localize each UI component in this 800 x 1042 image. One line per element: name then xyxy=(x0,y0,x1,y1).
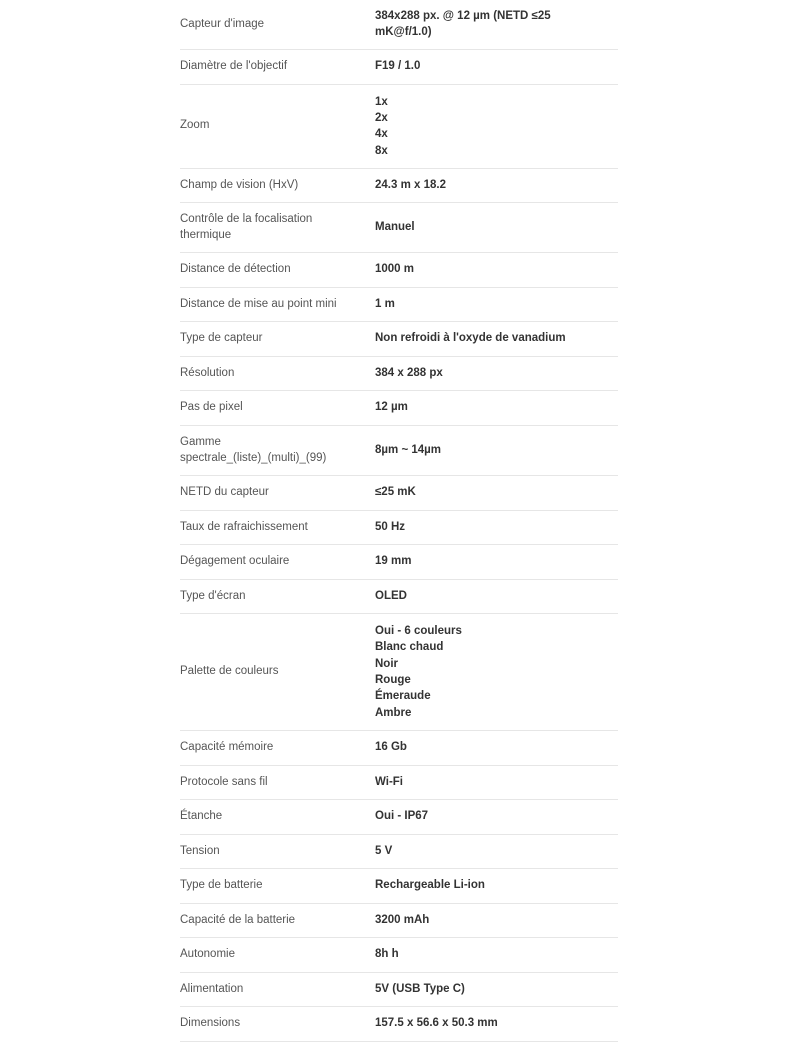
table-row xyxy=(180,731,618,766)
table-row xyxy=(180,614,618,731)
table-row xyxy=(180,545,618,580)
spec-label: Tension xyxy=(180,844,220,857)
table-row xyxy=(180,253,618,288)
spec-value-line: Oui - 6 couleurs xyxy=(375,625,462,638)
spec-value-line: Ambre xyxy=(375,706,412,719)
spec-label: Capacité de la batterie xyxy=(180,913,296,926)
spec-label: Pas de pixel xyxy=(180,401,243,414)
spec-label: Autonomie xyxy=(180,948,235,961)
table-row xyxy=(180,869,618,904)
spec-label: NETD du capteur xyxy=(180,486,269,499)
table-row xyxy=(180,84,618,168)
spec-label: Résolution xyxy=(180,366,235,379)
specifications-table-body xyxy=(180,0,618,1041)
spec-value: 384 x 288 px xyxy=(375,366,443,379)
spec-label: Type de batterie xyxy=(180,879,263,892)
spec-label: Étanche xyxy=(180,810,223,823)
spec-value: 5 V xyxy=(375,844,393,857)
table-row xyxy=(180,356,618,391)
spec-label: Capteur d'image xyxy=(180,17,265,30)
spec-label: Type de capteur xyxy=(180,332,263,345)
spec-value: Rechargeable Li-ion xyxy=(375,879,485,892)
spec-value-line: Émeraude xyxy=(375,690,431,703)
spec-label: Diamètre de l'objectif xyxy=(180,60,288,73)
spec-value: 5V (USB Type C) xyxy=(375,982,465,995)
spec-label: Capacité mémoire xyxy=(180,741,274,754)
spec-value: Oui - IP67 xyxy=(375,810,429,823)
spec-value: 1 m xyxy=(375,297,395,310)
table-row xyxy=(180,972,618,1007)
table-row xyxy=(180,1007,618,1042)
spec-value: 24.3 m x 18.2 xyxy=(375,178,446,191)
spec-label: Distance de détection xyxy=(180,263,291,276)
spec-value-line: 1x xyxy=(375,95,388,108)
table-row xyxy=(180,800,618,835)
spec-label: Type d'écran xyxy=(180,589,246,602)
spec-value: 8h h xyxy=(375,948,399,961)
spec-value-line: 4x xyxy=(375,128,388,141)
spec-value: 50 Hz xyxy=(375,520,406,533)
table-row xyxy=(180,765,618,800)
spec-label: Contrôle de la focalisation thermique xyxy=(180,213,313,241)
spec-value: 19 mm xyxy=(375,555,412,568)
spec-value xyxy=(375,84,618,168)
spec-value: Wi-Fi xyxy=(375,775,403,788)
spec-label: Dégagement oculaire xyxy=(180,555,290,568)
spec-label: Palette de couleurs xyxy=(180,665,279,678)
spec-value-line: 8x xyxy=(375,144,388,157)
table-row xyxy=(180,903,618,938)
table-row xyxy=(180,579,618,614)
spec-value: 3200 mAh xyxy=(375,913,430,926)
spec-value: Manuel xyxy=(375,221,415,234)
specifications-table xyxy=(180,0,618,1042)
spec-value: ≤25 mK xyxy=(375,486,416,499)
spec-value: OLED xyxy=(375,589,407,602)
table-row xyxy=(180,391,618,426)
table-row xyxy=(180,287,618,322)
spec-label: Champ de vision (HxV) xyxy=(180,178,299,191)
spec-value xyxy=(375,614,618,731)
spec-label: Distance de mise au point mini xyxy=(180,297,337,310)
spec-label: Zoom xyxy=(180,119,210,132)
spec-value-line: Blanc chaud xyxy=(375,641,444,654)
spec-value-line: Rouge xyxy=(375,674,411,687)
spec-label: Taux de rafraichissement xyxy=(180,520,308,533)
table-row xyxy=(180,834,618,869)
spec-value: 8µm ~ 14µm xyxy=(375,443,441,456)
spec-label: Dimensions xyxy=(180,1017,241,1030)
table-row xyxy=(180,322,618,357)
spec-label: Gamme spectrale_(liste)_(multi)_(99) xyxy=(180,435,327,464)
spec-value-line: 2x xyxy=(375,111,388,124)
table-row xyxy=(180,938,618,973)
spec-value: 1000 m xyxy=(375,263,415,276)
table-row xyxy=(180,0,618,50)
spec-value: 12 µm xyxy=(375,401,408,414)
spec-value: 16 Gb xyxy=(375,741,407,754)
table-row xyxy=(180,168,618,203)
spec-value: 157.5 x 56.6 x 50.3 mm xyxy=(375,1017,498,1030)
table-row xyxy=(180,476,618,511)
table-row xyxy=(180,50,618,85)
table-row xyxy=(180,203,618,253)
spec-value: 384x288 px. @ 12 µm (NETD ≤25 mK@f/1.0) xyxy=(375,10,551,38)
spec-value-line: Noir xyxy=(375,657,398,670)
table-row xyxy=(180,425,618,475)
spec-label: Alimentation xyxy=(180,982,244,995)
spec-value: F19 / 1.0 xyxy=(375,60,421,73)
spec-label: Protocole sans fil xyxy=(180,775,268,788)
spec-value: Non refroidi à l'oxyde de vanadium xyxy=(375,332,566,345)
table-row xyxy=(180,510,618,545)
